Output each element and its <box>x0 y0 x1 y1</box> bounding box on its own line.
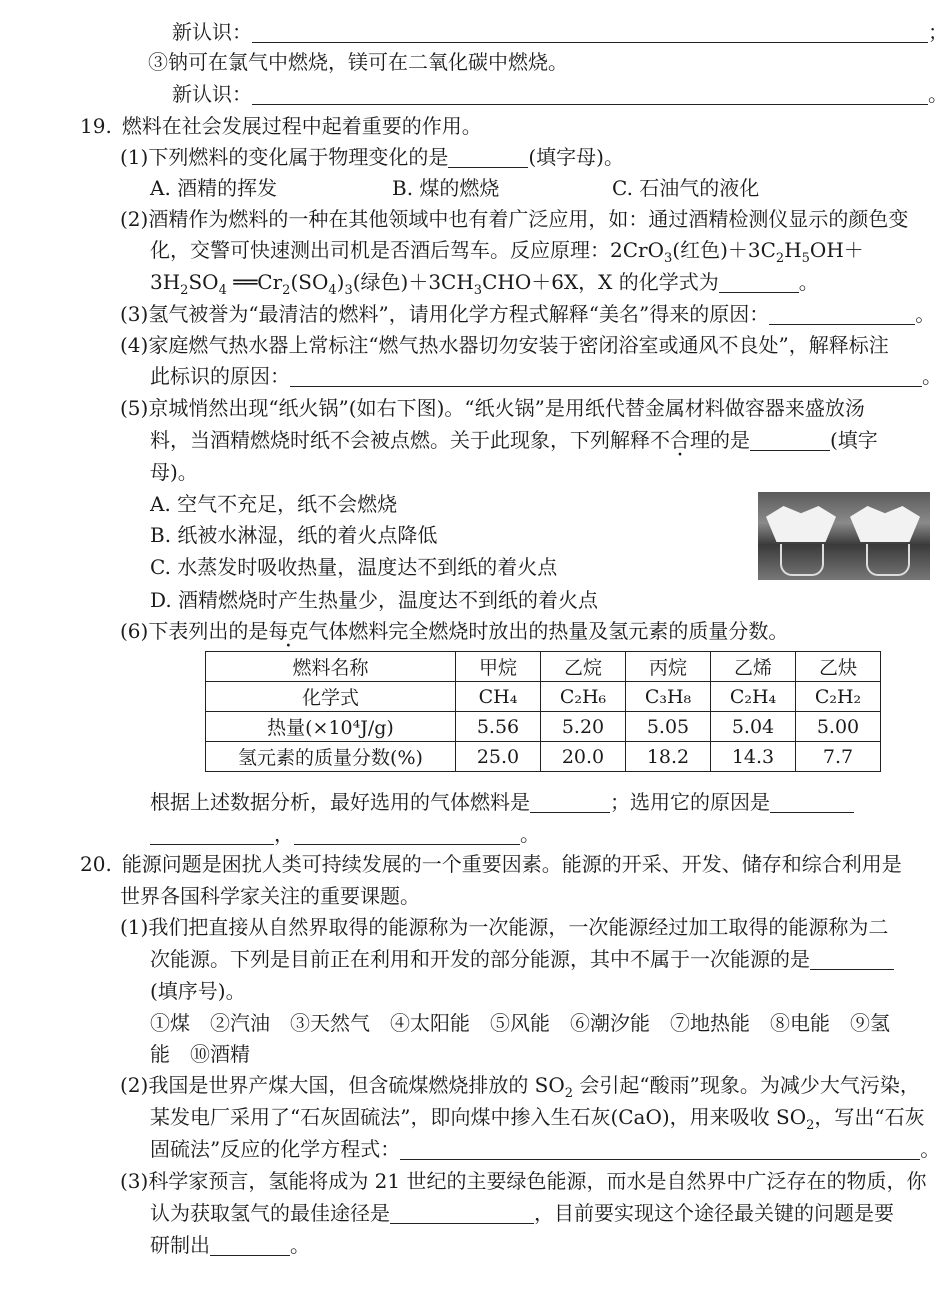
table-row: 热量(×10⁴J/g) 5.56 5.20 5.05 5.04 5.00 <box>206 712 881 742</box>
q19-p5-option-a: A. 空气不充足，纸不会燃烧 <box>150 492 398 516</box>
q20-energy-list: ①煤 ②汽油 ③天然气 ④太阳能 ⑤风能 ⑥潮汐能 ⑦地热能 ⑧电能 ⑨氢 <box>150 1011 890 1035</box>
answer-blank[interactable] <box>769 304 915 325</box>
q20-part3-line1: (3)科学家预言，氢能将成为 21 世纪的主要绿色能源，而水是自然界中广泛存在的物质，你 <box>120 1169 927 1193</box>
answer-blank[interactable] <box>294 824 520 845</box>
q20-part1-line2: 次能源。下列是目前正在利用和开发的部分能源，其中不属于一次能源的是 <box>150 945 894 973</box>
answer-blank[interactable] <box>150 824 274 845</box>
q19-part6: (6)下表列出的是每克气体燃料完全燃烧时放出的热量及氢元素的质量分数。 <box>120 619 789 643</box>
answer-blank[interactable] <box>448 147 528 168</box>
q19-p5-option-c: C. 水蒸发时吸收热量，温度达不到纸的着火点 <box>150 555 558 579</box>
q19-part2-line2: 化，交警可快速测出司机是否酒后驾车。反应原理：2CrO$_3$(红色)$+3C_2H_5OH+$ <box>150 238 864 266</box>
q18-new-knowledge-line-2: 新认识： 。 <box>172 82 948 106</box>
table-row: 氢元素的质量分数(%) 25.0 20.0 18.2 14.3 7.7 <box>206 742 881 772</box>
q20-part3-line2: 认为获取氢气的最佳途径是 ，目前要实现这个途径最关键的问题是要 <box>150 1201 894 1225</box>
answer-blank[interactable] <box>750 430 830 451</box>
table-row: 化学式 CH₄ C₂H₆ C₃H₈ C₂H₄ C₂H₂ <box>206 682 881 712</box>
paper-hotpot-photo <box>758 492 930 580</box>
answer-blank[interactable] <box>810 949 894 970</box>
q20-part2-line2: 某发电厂采用了“石灰固硫法”，即向煤中掺入生石灰(CaO)，用来吸收 $SO_2$，写出“石灰 <box>150 1105 925 1133</box>
q20-part2-line3: 固硫法”反应的化学方程式： 。 <box>150 1137 941 1161</box>
answer-blank[interactable] <box>400 1139 920 1160</box>
q20-part1-line3: (填序号)。 <box>150 979 246 1003</box>
emphasis-dotted-text: 不合理 <box>650 428 710 452</box>
q19-part5-line1: (5)京城悄然出现“纸火锅”(如右下图)。“纸火锅”是用纸代替金属材料做容器来盛放汤 <box>120 396 865 420</box>
fuel-data-table <box>205 651 881 772</box>
q19-p1-option-b: B. 煤的燃烧 <box>392 176 500 200</box>
q19-p5-option-d: D. 酒精燃烧时产生热量少，温度达不到纸的着火点 <box>150 588 599 612</box>
answer-blank[interactable] <box>210 1235 290 1256</box>
q19-part4-line2: 此标识的原因： 。 <box>150 364 942 388</box>
q19-part1: (1)下列燃料的变化属于物理变化的是 (填字母)。 <box>120 145 624 169</box>
q20-part3-line3: 研制出 。 <box>150 1233 310 1257</box>
q20-stem-line2: 世界各国科学家关注的重要课题。 <box>120 884 420 908</box>
q19-stem: 19. 燃料在社会发展过程中起着重要的作用。 <box>80 114 482 138</box>
q19-part4-line1: (4)家庭燃气热水器上常标注“燃气热水器切勿安装于密闭浴室或通风不良处”，解释标注 <box>120 333 889 357</box>
answer-blank[interactable] <box>719 272 799 293</box>
answer-blank[interactable] <box>290 366 922 387</box>
q19-part2-line1: (2)酒精作为燃料的一种在其他领域中也有着广泛应用，如：通过酒精检测仪显示的颜色变 <box>120 207 909 231</box>
answer-blank[interactable] <box>390 1203 534 1224</box>
q20-energy-list-2: 能 ⑩酒精 <box>150 1042 250 1066</box>
q19-part5-line2: 料，当酒精燃烧时纸不会被点燃。关于此现象，下列解释不合理的是 (填字 <box>150 428 878 452</box>
q19-part5-line3: 母)。 <box>150 460 198 484</box>
answer-blank[interactable] <box>770 792 854 813</box>
answer-blank[interactable] <box>252 84 928 105</box>
q20-part2-line1: (2)我国是世界产煤大国，但含硫煤燃烧排放的 $SO_2$ 会引起“酸雨”现象。为减少大气污染， <box>120 1073 920 1101</box>
table-row: 燃料名称 甲烷 乙烷 丙烷 乙烯 乙炔 <box>206 652 881 682</box>
q19-p1-option-a: A. 酒精的挥发 <box>150 176 278 200</box>
q20-stem-line1: 20. 能源问题是困扰人类可持续发展的一个重要因素。能源的开采、开发、储存和综合利用是 <box>80 852 902 876</box>
emphasis-dotted-text: 每克 <box>268 619 309 643</box>
answer-blank[interactable] <box>530 792 610 813</box>
q19-part3: (3)氢气被誉为“最清洁的燃料”，请用化学方程式解释“美名”得来的原因： 。 <box>120 302 936 326</box>
q19-p1-option-c: C. 石油气的液化 <box>612 176 760 200</box>
q19-part6-answer-line2: ， 。 <box>150 820 540 848</box>
q19-part2-line3: $3H_2SO_4$ $══Cr_2(SO_4)_3$(绿色)$+3CH_3CHO+6X$，X 的化学式为 。 <box>150 270 819 298</box>
q18-item-3: ③钠可在氯气中燃烧，镁可在二氧化碳中燃烧。 <box>148 50 568 74</box>
q19-p5-option-b: B. 纸被水淋湿，纸的着火点降低 <box>150 523 438 547</box>
answer-blank[interactable] <box>252 22 928 43</box>
q18-new-knowledge-line-1: 新认识： ； <box>172 20 948 44</box>
q19-part6-answer-line1: 根据上述数据分析，最好选用的气体燃料是 ；选用它的原因是 <box>150 788 854 816</box>
q20-part1-line1: (1)我们把直接从自然界取得的能源称为一次能源，一次能源经过加工取得的能源称为二 <box>120 915 889 939</box>
